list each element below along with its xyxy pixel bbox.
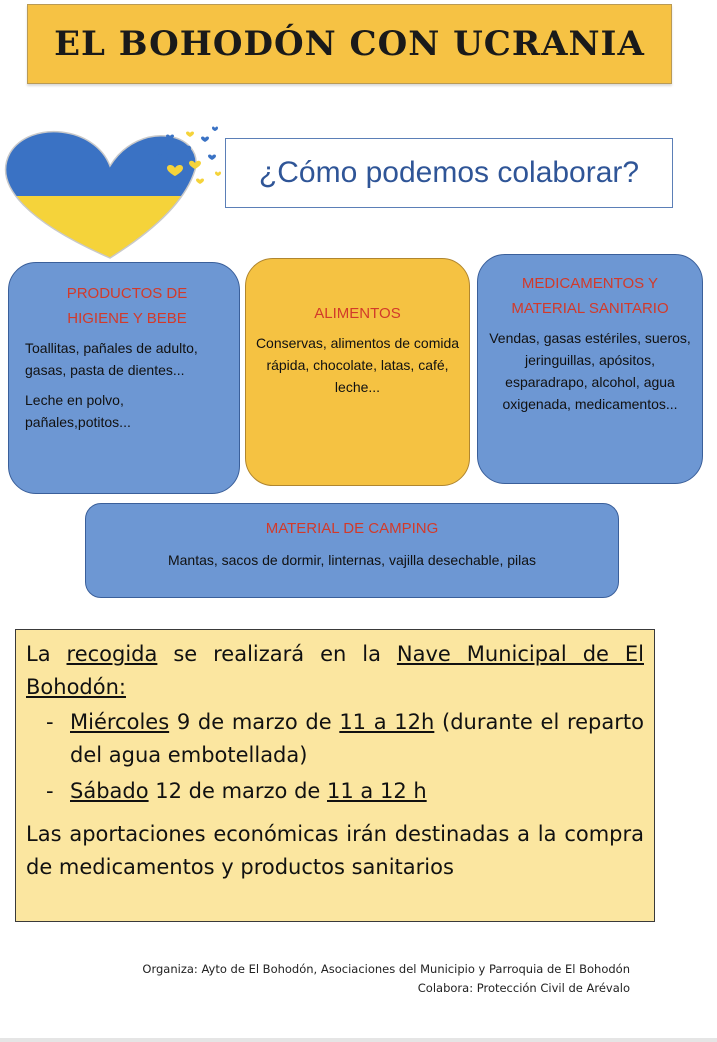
card-body: Toallitas, pañales de adulto, gasas, pasta de dientes... Leche en polvo, pañales,potitos... bbox=[25, 340, 198, 430]
card-body: Conservas, alimentos de comida rápida, chocolate, latas, café, leche... bbox=[255, 335, 460, 395]
card-camping bbox=[85, 503, 619, 598]
card-title: ALIMENTOS bbox=[314, 305, 401, 322]
card-title: PRODUCTOS DE HIGIENE Y BEBE bbox=[66, 285, 188, 327]
bottom-divider bbox=[0, 1038, 717, 1042]
question-box bbox=[225, 138, 673, 208]
question-text: ¿Cómo podemos colaborar? bbox=[258, 156, 640, 189]
card-body: Vendas, gasas estériles, sueros, jeringuillas, apósitos, esparadrapo, alcohol, agua oxigenada, medicamentos... bbox=[489, 330, 691, 412]
footer-credits bbox=[142, 960, 630, 998]
collection-intro: La recogida se realizará en la Nave Municipal de El Bohodón: bbox=[26, 642, 644, 699]
schedule-list bbox=[26, 706, 644, 808]
organizer-text: Organiza: Ayto de El Bohodón, Asociaciones del Municipio y Parroquia de El Bohodón bbox=[142, 962, 630, 976]
list-item: - Sábado 12 de marzo de 11 a 12 h bbox=[26, 775, 644, 808]
list-item: - Miércoles 9 de marzo de 11 a 12h (durante el reparto del agua embotellada) bbox=[26, 706, 644, 772]
ukraine-heart-icon bbox=[0, 108, 235, 268]
info-box bbox=[15, 629, 655, 922]
title-banner bbox=[27, 4, 672, 84]
card-title: MEDICAMENTOS Y MATERIAL SANITARIO bbox=[511, 275, 669, 317]
card-body: Mantas, sacos de dormir, linternas, vajilla desechable, pilas bbox=[167, 552, 537, 568]
donation-note: Las aportaciones económicas irán destinadas a la compra de medicamentos y productos sanitarios bbox=[26, 822, 644, 879]
card-alimentos bbox=[245, 258, 470, 486]
collaborator-text: Colabora: Protección Civil de Arévalo bbox=[417, 981, 630, 995]
card-higiene-bebe bbox=[8, 262, 240, 494]
card-title: MATERIAL DE CAMPING bbox=[265, 520, 439, 537]
page-title: EL BOHODÓN CON UCRANIA bbox=[54, 24, 645, 64]
card-medicamentos bbox=[477, 254, 703, 484]
